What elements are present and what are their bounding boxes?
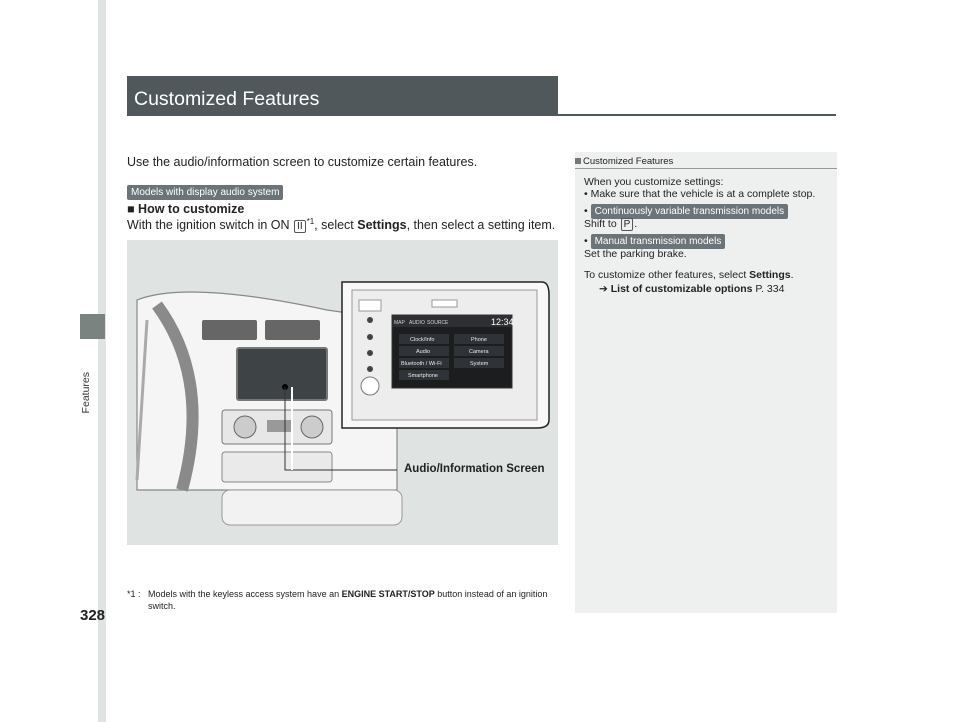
ref-page[interactable]: P. 334 <box>755 283 785 295</box>
settings-label: Settings <box>357 218 407 233</box>
screen-clock: 12:34 <box>491 317 514 327</box>
sidebar-shift: Shift to P . <box>584 218 638 230</box>
howto-text <box>127 217 555 233</box>
other-text: To customize other features, select <box>584 269 750 281</box>
other-settings-label: Settings <box>749 269 791 281</box>
title-rule <box>558 114 836 116</box>
square-bullet-icon: ■ <box>127 202 135 216</box>
howto-text-2: , select <box>314 218 358 233</box>
footnote-text-2: button instead of an ignition switch. <box>148 589 548 611</box>
section-tab <box>80 314 105 339</box>
howto-heading-text: How to customize <box>138 202 245 216</box>
footnote-text-1: Models with the keyless access system have an <box>148 589 342 599</box>
square-icon <box>575 158 581 164</box>
sidebar-bullet-1-text: Make sure that the vehicle is at a complete stop. <box>590 188 816 200</box>
howto-text-3: , then select a setting item. <box>406 218 556 233</box>
dashboard-illustration <box>127 240 558 545</box>
screen-tab-map: MAP <box>394 320 405 326</box>
section-label: Features <box>80 372 92 414</box>
ignition-key-label: II <box>294 220 306 233</box>
howto-heading <box>127 202 244 216</box>
ref-title[interactable]: List of customizable options <box>610 283 753 295</box>
screen-menu-phone[interactable]: Phone <box>471 337 487 343</box>
shift-text: Shift to <box>584 218 620 230</box>
sidebar-note <box>575 152 837 613</box>
footnote-marker: *1 : <box>127 589 141 599</box>
sidebar-other: To customize other features, select Settings. <box>584 269 794 281</box>
screen-menu-smartphone[interactable]: Smartphone <box>408 373 438 379</box>
screen-menu-clock[interactable]: Clock/Info <box>410 337 435 343</box>
dashboard-drawing <box>127 240 558 545</box>
sidebar-heading-text: Customized Features <box>583 156 674 167</box>
intro-text: Use the audio/information screen to customize certain features. <box>127 155 478 169</box>
park-key-label: P <box>621 218 634 231</box>
screen-menu-camera[interactable]: Camera <box>469 349 489 355</box>
footnote-text <box>148 588 557 612</box>
sidebar-brake: Set the parking brake. <box>584 248 687 260</box>
screen-menu-bluetooth[interactable]: Bluetooth / Wi-Fi <box>401 361 442 367</box>
engine-button-label: ENGINE START/STOP <box>341 589 435 599</box>
page-title: Customized Features <box>127 76 558 116</box>
screen-menu-system[interactable]: System <box>470 361 489 367</box>
sidebar-bullet-2: • Continuously variable transmission models <box>584 204 788 219</box>
sidebar-bullet-1: • Make sure that the vehicle is at a complete stop. <box>584 188 816 200</box>
reference-arrow-icon: ➔ <box>599 283 608 295</box>
sidebar-when: When you customize settings: <box>584 176 724 188</box>
footnote-ref: *1 <box>306 217 315 226</box>
screen-caption: Audio/Information Screen <box>404 463 545 475</box>
screen-tab-audio: AUDIO <box>409 320 425 326</box>
manual-badge: Manual transmission models <box>591 234 726 249</box>
howto-text-1: With the ignition switch in ON <box>127 218 294 233</box>
models-badge: Models with display audio system <box>127 185 283 200</box>
screen-tab-source: SOURCE <box>427 320 449 326</box>
page-number: 328 <box>80 607 106 624</box>
sidebar-ref[interactable] <box>599 283 784 295</box>
cvt-badge: Continuously variable transmission models <box>591 204 789 219</box>
footnote <box>127 588 557 612</box>
screen-menu-audio[interactable]: Audio <box>416 349 431 355</box>
sidebar-heading <box>575 156 837 169</box>
sidebar-bullet-3: • Manual transmission models <box>584 234 725 249</box>
